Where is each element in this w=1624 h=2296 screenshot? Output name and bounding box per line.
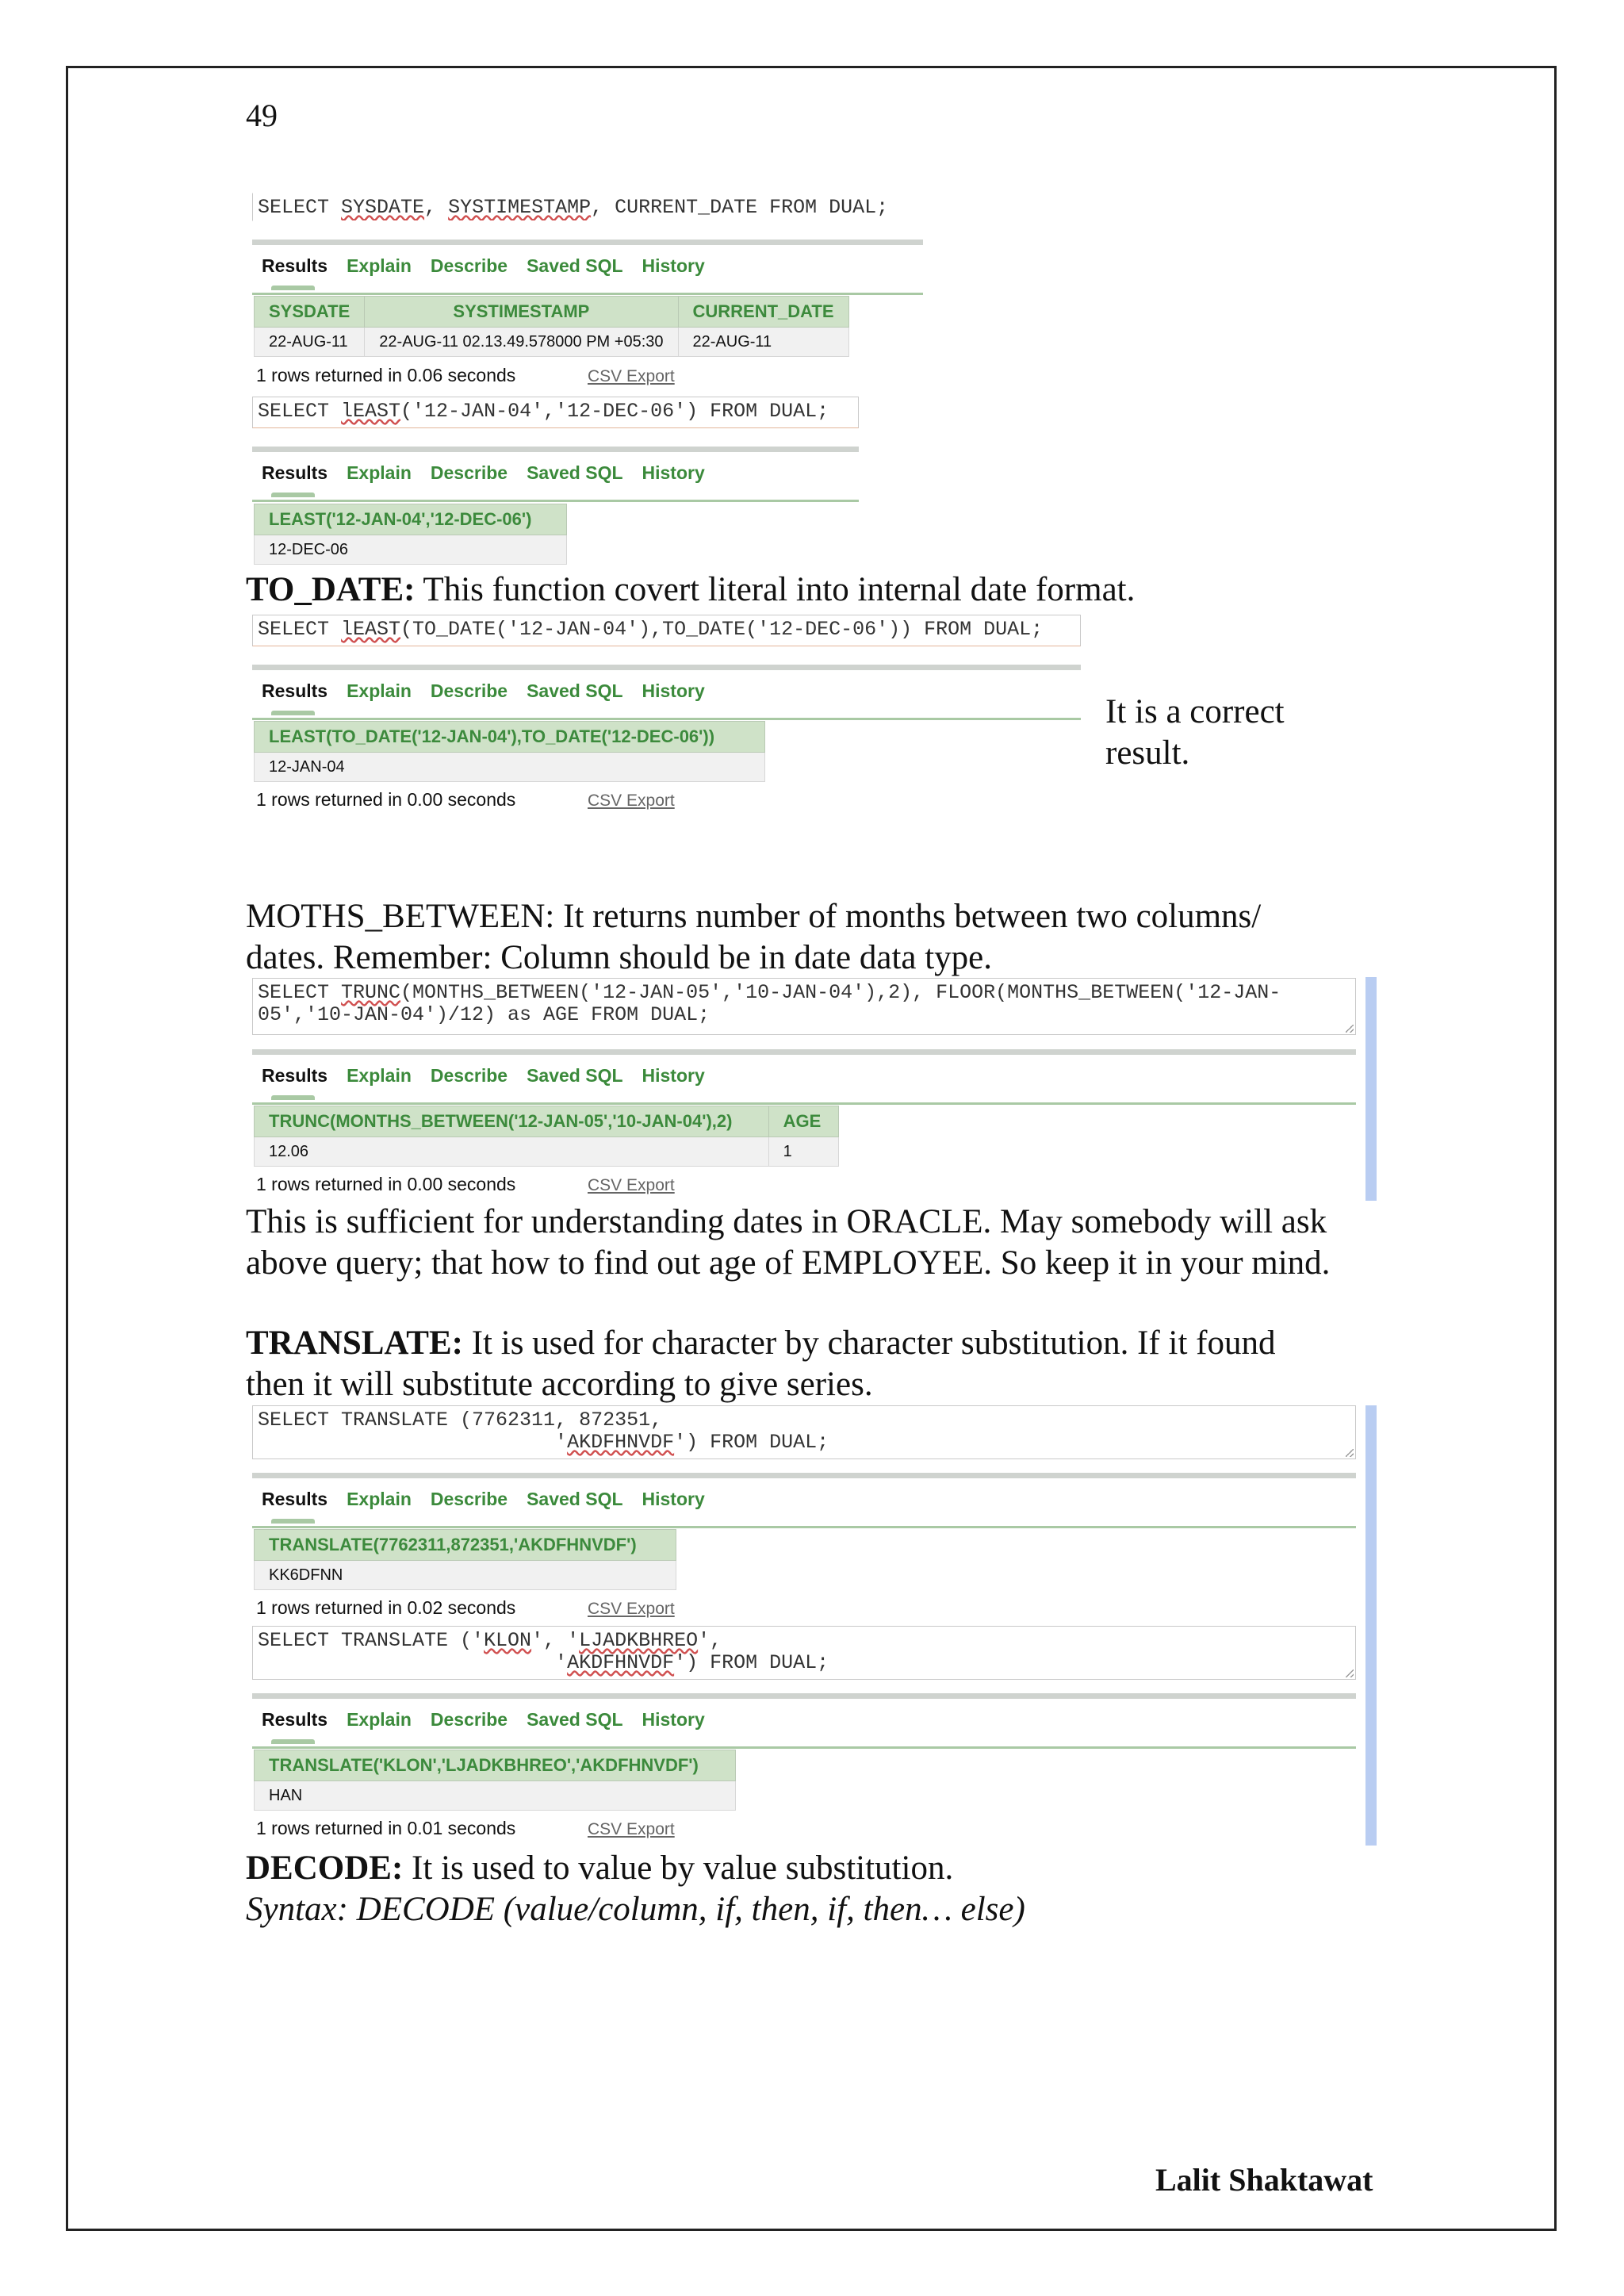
tab-saved-sql[interactable]: Saved SQL — [527, 680, 623, 701]
table-cell: 12-DEC-06 — [255, 535, 567, 565]
tab-describe[interactable]: Describe — [430, 680, 508, 701]
table-row — [255, 535, 567, 565]
table-row — [255, 753, 765, 782]
table-row — [255, 328, 849, 357]
tab-explain[interactable]: Explain — [347, 1709, 412, 1730]
rows-returned-text: 1 rows returned in 0.00 seconds — [256, 789, 516, 810]
result-tabbar — [252, 1049, 1356, 1105]
csv-export-link[interactable]: CSV Export — [588, 792, 675, 810]
author-name: Lalit Shaktawat — [1155, 2162, 1373, 2198]
result-tabbar — [252, 1473, 1356, 1528]
sql-editor-months-between[interactable]: SELECT TRUNC(MONTHS_BETWEEN('12-JAN-05','10-JAN-04'),2), FLOOR(MONTHS_BETWEEN('12-JAN- 05','10-JAN-04')/12) as AGE FROM DUAL; — [252, 978, 1356, 1035]
rows-returned-text: 1 rows returned in 0.02 seconds — [256, 1597, 516, 1618]
tab-results[interactable]: Results — [262, 255, 328, 276]
table-cell: 12-JAN-04 — [255, 753, 765, 782]
result-table — [254, 1750, 736, 1811]
rows-returned-text: 1 rows returned in 0.06 seconds — [256, 365, 516, 385]
tab-history[interactable]: History — [642, 1709, 705, 1730]
resize-grip-icon[interactable] — [1346, 1449, 1354, 1457]
tab-saved-sql[interactable]: Saved SQL — [527, 255, 623, 276]
csv-export-link[interactable]: CSV Export — [588, 367, 675, 385]
tab-describe[interactable]: Describe — [430, 1065, 508, 1086]
result-tabbar — [252, 240, 923, 295]
column-header[interactable]: AGE — [768, 1106, 838, 1137]
csv-export-link[interactable]: CSV Export — [588, 1176, 675, 1194]
sql-editor-least[interactable]: SELECT lEAST('12-JAN-04','12-DEC-06') FROM DUAL; — [252, 397, 859, 428]
column-header[interactable]: TRANSLATE('KLON','LJADKBHREO','AKDFHNVDF') — [255, 1750, 736, 1781]
sql-editor-sysdate[interactable]: SELECT SYSDATE, SYSTIMESTAMP, CURRENT_DATE FROM DUAL; — [252, 193, 926, 221]
csv-export-link[interactable]: CSV Export — [588, 1600, 675, 1618]
table-cell: 12.06 — [255, 1137, 769, 1167]
column-header[interactable]: LEAST(TO_DATE('12-JAN-04'),TO_DATE('12-DEC-06')) — [255, 722, 765, 753]
tab-explain[interactable]: Explain — [347, 680, 412, 701]
table-cell: KK6DFNN — [255, 1561, 676, 1590]
table-row — [255, 1561, 676, 1590]
to-date-paragraph: TO_DATE: This function covert literal into internal date format. — [246, 571, 1136, 608]
tab-saved-sql[interactable]: Saved SQL — [527, 1065, 623, 1086]
tab-history[interactable]: History — [642, 255, 705, 276]
table-cell: 22-AUG-11 — [255, 328, 365, 357]
sql-editor-translate-strings[interactable]: SELECT TRANSLATE ('KLON', 'LJADKBHREO', 'AKDFHNVDF') FROM DUAL; — [252, 1626, 1356, 1680]
translate-paragraph: TRANSLATE: It is used for character by character substitution. If it found then it will substitute according to give series. — [246, 1324, 1276, 1403]
result-table — [254, 721, 765, 782]
scrollbar[interactable] — [1365, 1405, 1377, 1846]
column-header[interactable]: CURRENT_DATE — [678, 297, 848, 328]
result-tabbar — [252, 447, 859, 502]
months-between-paragraph: MOTHS_BETWEEN: It returns number of months between two columns/ dates. Remember: Column should be in date data type. — [246, 898, 1262, 976]
column-header[interactable]: LEAST('12-JAN-04','12-DEC-06') — [255, 504, 567, 535]
tab-describe[interactable]: Describe — [430, 255, 508, 276]
tab-history[interactable]: History — [642, 1489, 705, 1509]
column-header[interactable]: TRUNC(MONTHS_BETWEEN('12-JAN-05','10-JAN-04'),2) — [255, 1106, 769, 1137]
tab-describe[interactable]: Describe — [430, 1709, 508, 1730]
to-date-heading: TO_DATE: — [246, 571, 416, 608]
tab-history[interactable]: History — [642, 462, 705, 483]
resize-grip-icon[interactable] — [1346, 1025, 1354, 1033]
translate-heading: TRANSLATE: — [246, 1324, 463, 1362]
table-cell: 22-AUG-11 — [678, 328, 848, 357]
tab-explain[interactable]: Explain — [347, 462, 412, 483]
result-tabbar — [252, 665, 1081, 720]
tab-describe[interactable]: Describe — [430, 462, 508, 483]
table-row — [255, 1137, 839, 1167]
column-header[interactable]: TRANSLATE(7762311,872351,'AKDFHNVDF') — [255, 1530, 676, 1561]
column-header[interactable]: SYSTIMESTAMP — [365, 297, 678, 328]
tab-results[interactable]: Results — [262, 1709, 328, 1730]
correct-result-note: It is a correct result. — [1105, 693, 1285, 772]
tab-results[interactable]: Results — [262, 462, 328, 483]
result-table — [254, 504, 567, 565]
csv-export-link[interactable]: CSV Export — [588, 1820, 675, 1838]
tab-explain[interactable]: Explain — [347, 1065, 412, 1086]
decode-syntax: Syntax: DECODE (value/column, if, then, if, then… else) — [246, 1891, 1025, 1928]
sql-editor-least-to-date[interactable]: SELECT lEAST(TO_DATE('12-JAN-04'),TO_DATE('12-DEC-06')) FROM DUAL; — [252, 615, 1081, 646]
table-cell: 22-AUG-11 02.13.49.578000 PM +05:30 — [365, 328, 678, 357]
decode-paragraph: DECODE: It is used to value by value substitution. Syntax: DECODE (value/column, if, then, if, then… else) — [246, 1848, 1025, 1930]
dates-summary-paragraph: This is sufficient for understanding dates in ORACLE. May somebody will ask above query; that how to find out age of EMPLOYEE. So keep it in your mind. — [246, 1203, 1331, 1282]
tab-saved-sql[interactable]: Saved SQL — [527, 462, 623, 483]
table-cell: HAN — [255, 1781, 736, 1811]
page-number: 49 — [246, 98, 278, 133]
table-row — [255, 1781, 736, 1811]
column-header[interactable]: SYSDATE — [255, 297, 365, 328]
tab-explain[interactable]: Explain — [347, 1489, 412, 1509]
result-table — [254, 1106, 839, 1167]
table-cell: 1 — [768, 1137, 838, 1167]
rows-returned-text: 1 rows returned in 0.00 seconds — [256, 1174, 516, 1194]
tab-history[interactable]: History — [642, 680, 705, 701]
result-table — [254, 296, 849, 357]
tab-results[interactable]: Results — [262, 680, 328, 701]
rows-returned-text: 1 rows returned in 0.01 seconds — [256, 1818, 516, 1838]
result-tabbar — [252, 1693, 1356, 1749]
tab-saved-sql[interactable]: Saved SQL — [527, 1489, 623, 1509]
result-table — [254, 1529, 676, 1590]
tab-results[interactable]: Results — [262, 1065, 328, 1086]
tab-describe[interactable]: Describe — [430, 1489, 508, 1509]
scrollbar[interactable] — [1365, 977, 1377, 1201]
resize-grip-icon[interactable] — [1346, 1669, 1354, 1677]
tab-history[interactable]: History — [642, 1065, 705, 1086]
tab-saved-sql[interactable]: Saved SQL — [527, 1709, 623, 1730]
decode-heading: DECODE: — [246, 1849, 404, 1887]
sql-editor-translate-numbers[interactable]: SELECT TRANSLATE (7762311, 872351, 'AKDFHNVDF') FROM DUAL; — [252, 1405, 1356, 1459]
tab-explain[interactable]: Explain — [347, 255, 412, 276]
tab-results[interactable]: Results — [262, 1489, 328, 1509]
